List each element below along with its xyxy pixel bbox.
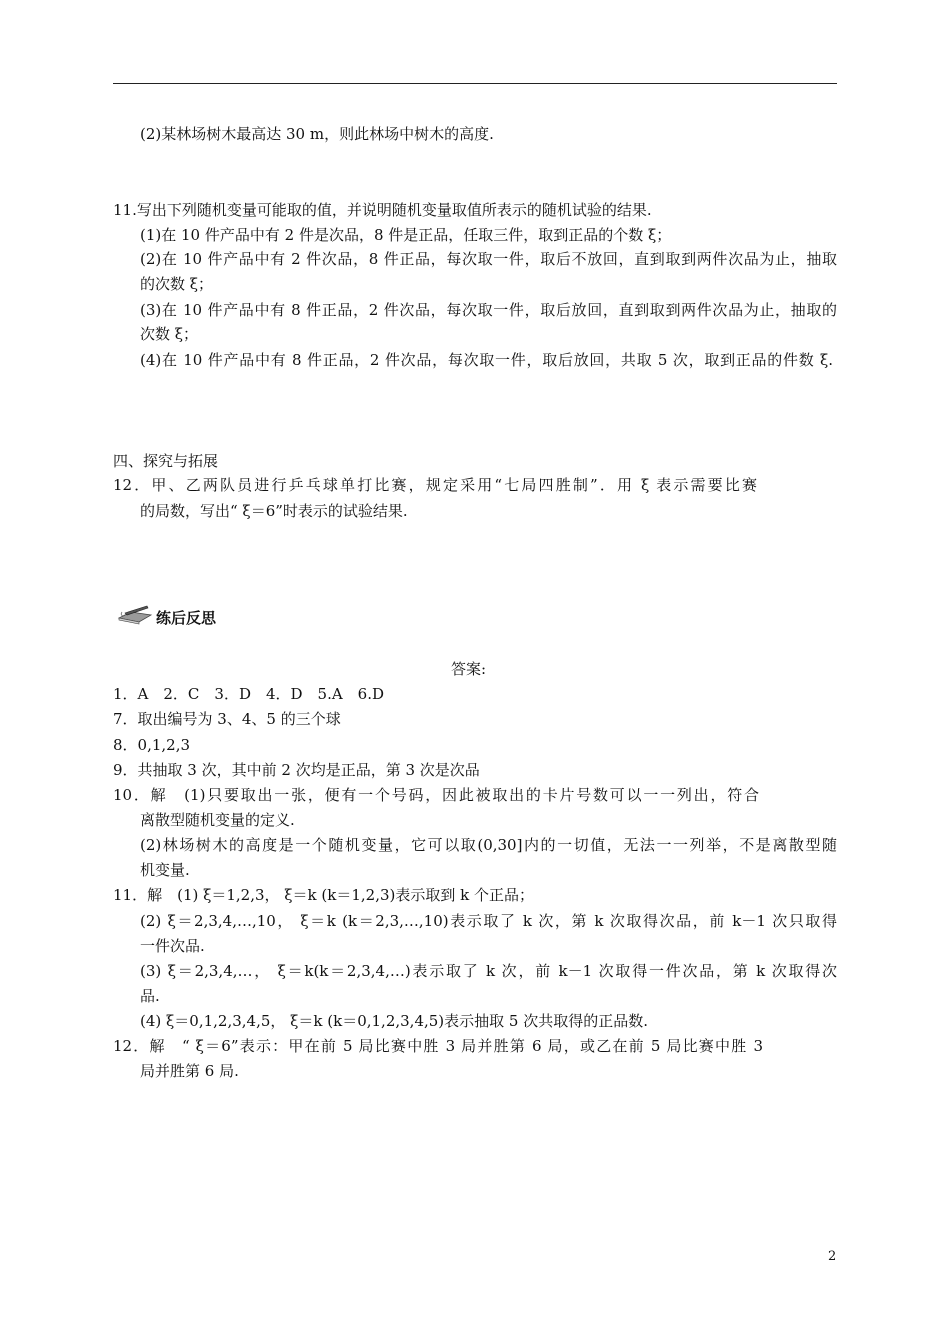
q11-sub3-line2: 次数 ξ； <box>140 325 199 343</box>
answer-11-line4: (3) ξ＝2,3,4,…， ξ＝k(k＝2,3,4,…)表示取了 k 次，前 k－1 次取得一件次品，第 k 次取得次 <box>140 962 837 980</box>
answer-12-line2: 局并胜第 6 局. <box>140 1062 239 1080</box>
answer-8: 8．0,1,2,3 <box>113 736 191 754</box>
q11-sub4: (4)在 10 件产品中有 8 件正品，2 件次品，每次取一件，取后放回，共取 5 次，取到正品的件数 ξ. <box>140 351 833 369</box>
answer-11-line3: 一件次品. <box>140 937 205 955</box>
q11-sub1: (1)在 10 件产品中有 2 件是次品，8 件是正品，任取三件，取到正品的个数 ξ； <box>140 226 672 244</box>
answer-9: 9．共抽取 3 次，其中前 2 次均是正品，第 3 次是次品 <box>113 761 480 779</box>
answer-10-line1: 10．解 (1)只要取出一张，便有一个号码，因此被取出的卡片号数可以一一列出，符合 <box>113 786 759 804</box>
answer-11-line2: (2) ξ＝2,3,4,…,10， ξ＝k (k＝2,3,…,10)表示取了 k 次，第 k 次取得次品，前 k－1 次只取得 <box>140 912 837 930</box>
q12-line2: 的局数，写出“ ξ＝6”时表示的试验结果. <box>140 502 408 520</box>
q11-sub3-line1: (3)在 10 件产品中有 8 件正品，2 件次品，每次取一件，取后放回，直到取到两件次品为止，抽取的 <box>140 301 837 319</box>
header-rule <box>113 83 837 84</box>
q11-sub2-line1: (2)在 10 件产品中有 2 件次品，8 件正品，每次取一件，取后不放回，直到取到两件次品为止，抽取 <box>140 250 837 268</box>
answer-7: 7．取出编号为 3、4、5 的三个球 <box>113 710 341 728</box>
answer-11-line1: 11．解 (1) ξ＝1,2,3， ξ＝k (k＝1,2,3)表示取到 k 个正品； <box>113 886 535 904</box>
q11-sub2-line2: 的次数 ξ； <box>140 275 214 293</box>
answer-10-line2: 离散型随机变量的定义. <box>140 811 295 829</box>
page-number: 2 <box>828 1249 837 1264</box>
answer-12-line1: 12．解 “ ξ＝6”表示：甲在前 5 局比赛中胜 3 局并胜第 6 局，或乙在前 5 局比赛中胜 3 <box>113 1037 763 1055</box>
answer-11-line6: (4) ξ＝0,1,2,3,4,5， ξ＝k (k＝0,1,2,3,4,5)表示抽取 5 次共取得的正品数. <box>140 1012 649 1030</box>
section-4-title: 四、探究与拓展 <box>113 452 219 470</box>
answer-11-line5: 品. <box>140 987 160 1005</box>
answer-1-6: 1．A 2．C 3．D 4．D 5.A 6.D <box>113 685 385 703</box>
reflection-heading: 练后反思 <box>156 609 217 627</box>
answer-10-line3: (2)林场树木的高度是一个随机变量，它可以取(0,30]内的一切值，无法一一列举，不是离散型随 <box>140 836 837 854</box>
pen-book-icon <box>117 603 153 625</box>
q12-line1: 12．甲、乙两队员进行乒乓球单打比赛，规定采用“七局四胜制”．用 ξ 表示需要比赛 <box>113 476 757 494</box>
q11-stem: 11.写出下列随机变量可能取的值，并说明随机变量取值所表示的随机试验的结果. <box>113 201 652 219</box>
q10-part2: (2)某林场树木最高达 30 m，则此林场中树木的高度. <box>140 125 494 143</box>
answers-title: 答案: <box>451 660 487 678</box>
answer-10-line4: 机变量. <box>140 861 190 879</box>
